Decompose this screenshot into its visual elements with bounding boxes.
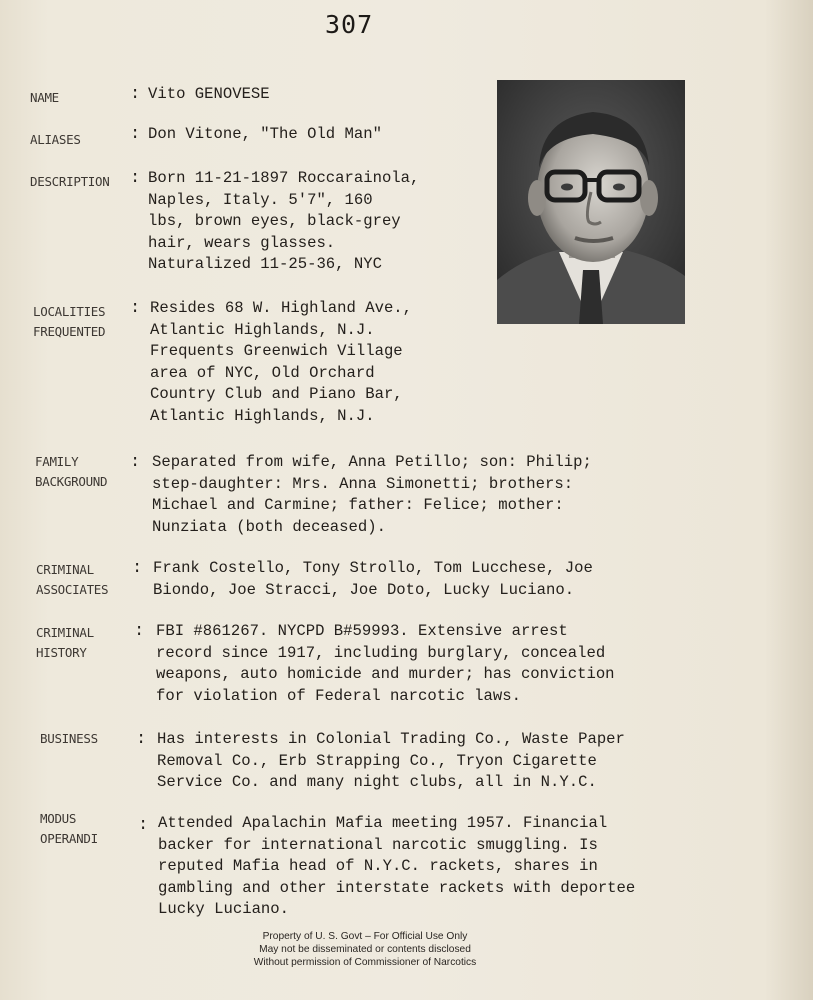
restriction-notice-line: Property of U. S. Govt – For Official Use Only: [262, 931, 468, 942]
field-value: Resides 68 W. Highland Ave., Atlantic Highlands, N.J. Frequents Greenwich Village area of NYC, Old Orchard Country Club and Piano Bar, Atlantic Highlands, N.J.: [150, 299, 413, 425]
field-colon: :: [130, 125, 141, 144]
field-label: DESCRIPTION: [30, 174, 110, 189]
field-label: CRIMINAL ASSOCIATES: [36, 562, 109, 597]
field-label: BUSINESS: [40, 731, 98, 746]
field-colon: :: [134, 622, 145, 641]
restriction-notice: [200, 930, 530, 969]
field-value: Born 11-21-1897 Roccarainola, Naples, Italy. 5'7", 160 lbs, brown eyes, black-grey hair, wears glasses. Naturalized 11-25-36, NYC: [148, 169, 420, 274]
page-number: 307: [325, 10, 374, 39]
field-colon: :: [136, 730, 147, 749]
field-value: Vito GENOVESE: [148, 85, 270, 103]
field-value: Has interests in Colonial Trading Co., Waste Paper Removal Co., Erb Strapping Co., Tryon Cigarette Service Co. and many night clubs, all in N.Y.C.: [157, 730, 625, 792]
field-value: Separated from wife, Anna Petillo; son: Philip; step-daughter: Mrs. Anna Simonetti; brothers: Michael and Carmine; father: Felice; mother: Nunziata (both deceased).: [152, 453, 592, 536]
field-colon: :: [132, 559, 143, 578]
field-label: NAME: [30, 90, 59, 105]
field-colon: :: [130, 85, 141, 104]
field-value: FBI #861267. NYCPD B#59993. Extensive arrest record since 1917, including burglary, concealed weapons, auto homicide and murder; has conviction for violation of Federal narcotic laws.: [156, 622, 615, 705]
restriction-notice-line: May not be disseminated or contents disclosed: [259, 944, 471, 955]
portrait-image: [497, 80, 685, 324]
field-colon: :: [130, 453, 141, 472]
field-label: MODUS OPERANDI: [40, 811, 98, 846]
field-colon: :: [138, 816, 149, 835]
field-colon: :: [130, 299, 141, 318]
field-value: Attended Apalachin Mafia meeting 1957. Financial backer for international narcotic smuggling. Is reputed Mafia head of N.Y.C. rackets, shares in gambling and other interstate rackets with deportee Lucky Luciano.: [158, 814, 636, 919]
field-label: LOCALITIES FREQUENTED: [33, 304, 106, 339]
field-value: Don Vitone, "The Old Man": [148, 125, 382, 143]
field-label: ALIASES: [30, 132, 81, 147]
restriction-notice-line: Without permission of Commissioner of Narcotics: [253, 957, 477, 968]
mugshot-photo: [497, 80, 685, 324]
field-value: Frank Costello, Tony Strollo, Tom Lucchese, Joe Biondo, Joe Stracci, Joe Doto, Lucky Luciano.: [153, 559, 593, 599]
field-label: FAMILY BACKGROUND: [35, 454, 108, 489]
field-label: CRIMINAL HISTORY: [36, 625, 94, 660]
field-colon: :: [130, 169, 141, 188]
